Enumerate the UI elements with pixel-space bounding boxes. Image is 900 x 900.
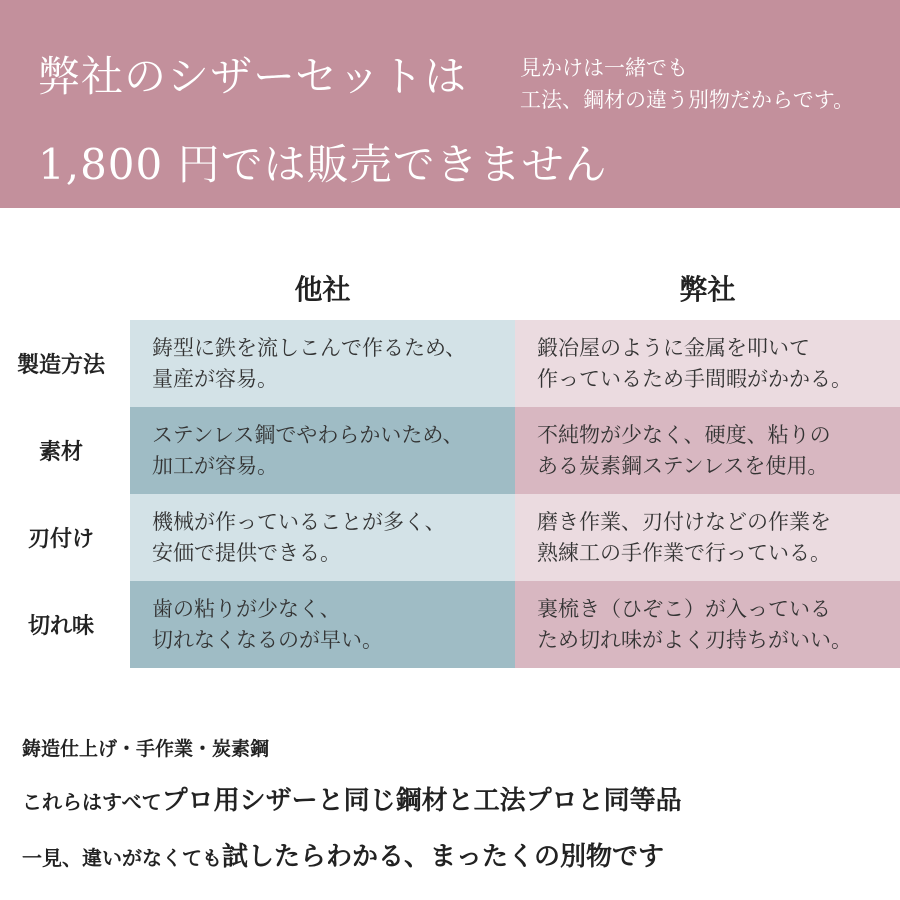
comparison-row-manufacturing: [0, 320, 900, 407]
cell-line: ため切れ味がよく刃持ちがいい。: [537, 627, 852, 652]
other-company-cell: [130, 407, 515, 494]
other-company-cell: [130, 494, 515, 581]
our-company-cell: [515, 494, 900, 581]
column-header-other: 他社: [294, 273, 351, 306]
comparison-row-material: [0, 407, 900, 494]
our-company-cell: [515, 581, 900, 668]
comparison-row-sharpness: [0, 581, 900, 668]
cell-line: 鍛冶屋のように金属を叩いて: [537, 335, 810, 360]
header-banner: [0, 0, 900, 208]
cell-line: 加工が容易。: [152, 453, 278, 478]
cell-line: 鋳型に鉄を流しこんで作るため、: [152, 335, 467, 360]
footer-tagline-main: 試したらわかる、まったくの別物です: [222, 842, 665, 872]
cell-line: 歯の粘りが少なく、: [152, 596, 341, 621]
banner-note-line2: 工法、鋼材の違う別物だからです。: [520, 88, 855, 112]
row-label: 刃付け: [27, 527, 94, 552]
cell-line: 裏梳き（ひぞこ）が入っている: [537, 596, 831, 621]
cell-line: 機械が作っていることが多く、: [152, 509, 446, 534]
banner-note-line1: 見かけは一緒でも: [520, 56, 688, 80]
cell-line: ある炭素鋼ステンレスを使用。: [537, 453, 829, 478]
other-company-cell: [130, 581, 515, 668]
footer-keywords: 鋳造仕上げ・手作業・炭素鋼: [22, 738, 270, 760]
column-header-ours: 弊社: [679, 273, 736, 306]
our-company-cell: [515, 320, 900, 407]
footer-claim-main: プロ用シザーと同じ鋼材と工法プロと同等品: [161, 786, 682, 816]
cell-line: 作っているため手間暇がかかる。: [537, 366, 852, 391]
row-label: 素材: [38, 440, 83, 465]
footer-tagline: [22, 836, 664, 873]
footer-tagline-lead: 一見、違いがなくても: [22, 846, 222, 870]
footer-claim-lead: これらはすべて: [22, 790, 162, 814]
our-company-cell: [515, 407, 900, 494]
comparison-row-edging: [0, 494, 900, 581]
cell-line: 磨き作業、刃付けなどの作業を: [537, 509, 831, 534]
cell-line: 安価で提供できる。: [152, 540, 341, 565]
other-company-cell: [130, 320, 515, 407]
banner-note: [520, 52, 854, 116]
banner-headline-line1: 弊社のシザーセットは: [38, 52, 468, 101]
row-label: 切れ味: [27, 614, 94, 639]
cell-line: 熟練工の手作業で行っている。: [537, 540, 831, 565]
cell-line: ステンレス鋼でやわらかいため、: [152, 422, 464, 447]
row-label: 製造方法: [16, 353, 105, 378]
cell-line: 切れなくなるのが早い。: [152, 627, 383, 652]
footer-claim: [22, 780, 682, 817]
cell-line: 量産が容易。: [152, 366, 278, 391]
banner-headline-line2: 1,800 円では販売できません: [38, 140, 608, 189]
cell-line: 不純物が少なく、硬度、粘りの: [537, 422, 831, 447]
